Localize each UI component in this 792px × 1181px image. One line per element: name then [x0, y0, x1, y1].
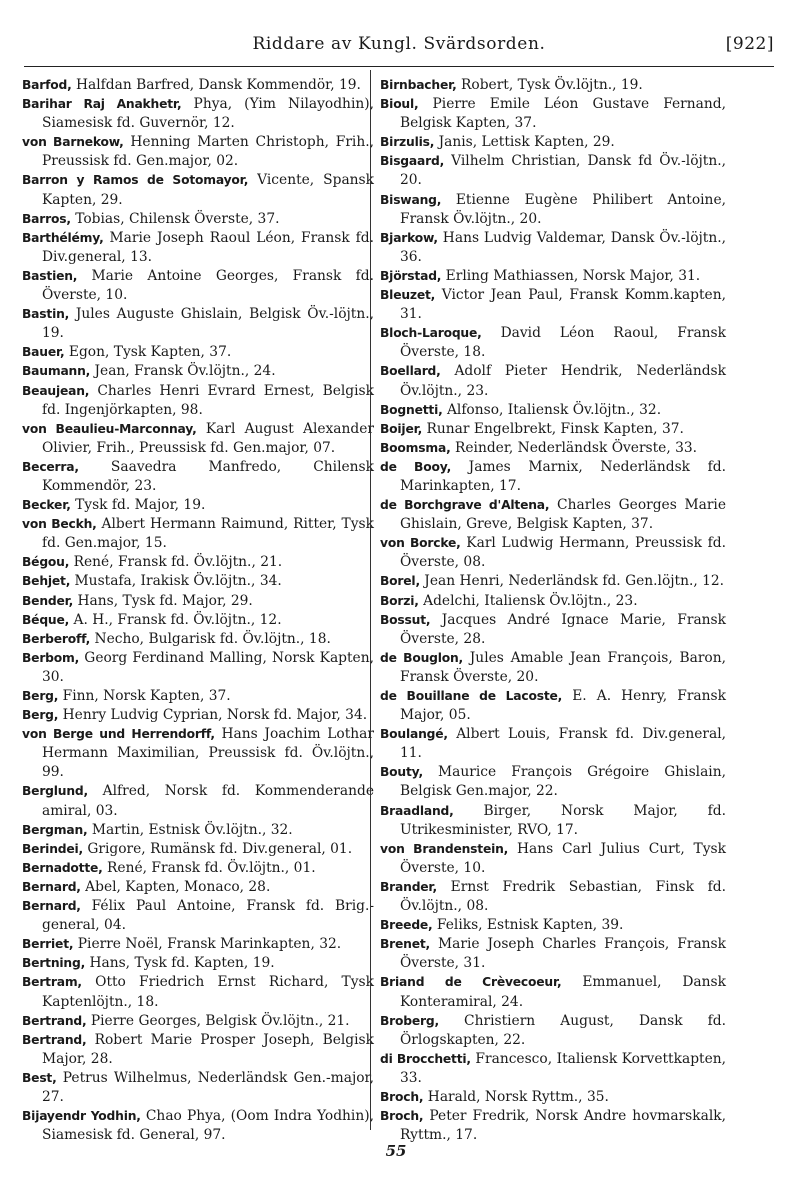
- entry-name: Best,: [22, 1070, 57, 1085]
- entry-details: Tobias, Chilensk Överste, 37.: [70, 210, 280, 227]
- entry-name: Berglund,: [22, 784, 88, 799]
- entry-name: Broch,: [380, 1089, 424, 1104]
- register-entry: [380, 1107, 726, 1145]
- entry-name: Bouty,: [380, 765, 423, 780]
- entry-name: Bernadotte,: [22, 860, 103, 875]
- entry-details: Robert Marie Prosper Joseph, Belgisk Major, 28.: [42, 1031, 374, 1067]
- entry-details: Pierre Georges, Belgisk Öv.löjtn., 21.: [86, 1012, 350, 1029]
- register-entry: [22, 878, 374, 897]
- entry-details: Alfonso, Italiensk Öv.löjtn., 32.: [442, 401, 662, 418]
- entry-details: Marie Antoine Georges, Fransk fd. Överste, 10.: [42, 267, 374, 304]
- entry-details: Charles Henri Evrard Ernest, Belgisk fd. Ingenjörkapten, 98.: [42, 382, 374, 418]
- entry-details: Jean Henri, Nederländsk fd. Gen.löjtn., 12.: [419, 573, 725, 590]
- page-reference: [922]: [725, 34, 774, 54]
- entry-name: Berriet,: [22, 937, 74, 952]
- page-number: 55: [385, 1142, 407, 1160]
- entry-name: Bauer,: [22, 345, 65, 360]
- register-entry: [380, 324, 726, 362]
- entry-name: von Beckh,: [22, 517, 97, 532]
- entry-details: Abel, Kapten, Monaco, 28.: [80, 878, 271, 895]
- entry-details: Hans Ludvig Valdemar, Dansk Öv.-löjtn., 36.: [400, 229, 726, 265]
- entry-details: Otto Friedrich Ernst Richard, Tysk Kaptenlöjtn., 18.: [42, 974, 374, 1010]
- entry-name: Borel,: [380, 574, 420, 589]
- entry-details: Halfdan Barfred, Dansk Kommendör, 19.: [71, 77, 361, 93]
- register-entry: [380, 592, 726, 611]
- register-entry: [380, 439, 726, 458]
- entry-details: Vilhelm Christian, Dansk fd Öv.-löjtn., 20.: [400, 153, 726, 189]
- register-entry: [22, 821, 374, 840]
- entry-name: Birnbacher,: [380, 78, 457, 92]
- entry-name: Bertning,: [22, 956, 86, 971]
- entry-details: Albert Louis, Fransk fd. Div.general, 11.: [400, 726, 726, 762]
- entry-details: René, Fransk fd. Öv.löjtn., 01.: [102, 859, 316, 876]
- page-title: Riddare av Kungl. Svärdsorden.: [252, 34, 546, 54]
- register-entry: [22, 362, 374, 381]
- register-entry: [22, 95, 374, 133]
- entry-name: Bergman,: [22, 822, 88, 837]
- entry-name: de Bouglon,: [380, 650, 464, 665]
- entry-details: Henry Ludvig Cyprian, Norsk fd. Major, 34.: [58, 707, 368, 724]
- register-entry: [380, 496, 726, 534]
- entry-name: von Beaulieu-Marconnay,: [22, 421, 197, 436]
- register-entry: [22, 343, 374, 362]
- register-entry: [380, 916, 726, 935]
- entry-name: Bertram,: [22, 975, 82, 990]
- entry-name: de Bouillane de Lacoste,: [380, 689, 563, 703]
- entry-details: Etienne Eugène Philibert Antoine, Fransk Öv.löjtn., 20.: [400, 191, 726, 227]
- entry-details: Peter Fredrik, Norsk Andre hovmarskalk, Ryttm., 17.: [400, 1108, 726, 1144]
- entry-details: Hans, Tysk fd. Major, 29.: [73, 592, 253, 609]
- register-entry: [380, 133, 726, 152]
- entry-details: Reinder, Nederländsk Överste, 33.: [450, 439, 698, 456]
- entry-name: Berindei,: [22, 841, 83, 856]
- register-entry: [22, 1107, 374, 1145]
- register-entry: [22, 954, 374, 973]
- register-entry: [22, 935, 374, 954]
- column-divider: [370, 70, 371, 1130]
- entry-name: Bertrand,: [22, 1032, 87, 1047]
- entry-details: Chao Phya, (Oom Indra Yodhin), Siamesisk fd. General, 97.: [42, 1108, 374, 1144]
- entry-details: Tysk fd. Major, 19.: [70, 497, 206, 514]
- register-entry: [22, 782, 374, 820]
- entry-name: Brenet,: [380, 937, 431, 952]
- entry-details: Phya, (Yim Nilayodhin), Siamesisk fd. Guvernör, 12.: [42, 96, 375, 132]
- entry-details: Saavedra Manfredo, Chilensk Kommendör, 23.: [42, 458, 374, 494]
- register-entry: [22, 267, 374, 305]
- register-entry: [22, 133, 374, 171]
- entry-name: Bernard,: [22, 879, 81, 894]
- entry-name: Boomsma,: [380, 440, 451, 455]
- entry-name: von Brandenstein,: [380, 841, 509, 856]
- entry-details: Pierre Emile Léon Gustave Fernand, Belgisk Kapten, 37.: [400, 96, 726, 132]
- entry-details: Necho, Bulgarisk fd. Öv.löjtn., 18.: [90, 630, 331, 647]
- entry-details: Marie Joseph Raoul Léon, Fransk fd. Div.general, 13.: [42, 229, 374, 265]
- register-entry: [380, 267, 726, 286]
- entry-name: Barihar Raj Anakhetr,: [22, 97, 182, 112]
- entry-name: Broberg,: [380, 1013, 439, 1028]
- register-entry: [380, 191, 726, 229]
- entry-name: Bastien,: [22, 268, 78, 283]
- register-entry: [380, 1050, 726, 1088]
- entry-details: Robert, Tysk Öv.löjtn., 19.: [456, 77, 643, 93]
- entry-details: Jacques André Ignace Marie, Fransk Överste, 28.: [400, 611, 726, 647]
- right-column: [380, 76, 726, 1145]
- register-entry: [22, 76, 374, 95]
- entry-name: Boellard,: [380, 364, 441, 379]
- entry-details: Jules Amable Jean François, Baron, Fransk Överste, 20.: [400, 649, 726, 685]
- register-entry: [22, 515, 374, 553]
- entry-details: Hans Carl Julius Curt, Tysk Överste, 10.: [400, 840, 726, 876]
- register-entry: [22, 1012, 374, 1031]
- entry-name: Breede,: [380, 918, 433, 933]
- register-entry: [380, 878, 726, 916]
- entry-name: de Borchgrave d'Altena,: [380, 498, 550, 513]
- entry-name: Bloch-Laroque,: [380, 326, 482, 341]
- entry-name: di Brocchetti,: [380, 1051, 471, 1066]
- entry-details: Finn, Norsk Kapten, 37.: [58, 688, 231, 704]
- register-entry: [380, 611, 726, 649]
- entry-name: Becerra,: [22, 459, 79, 474]
- entry-details: Karl August Alexander Olivier, Frih., Preussisk fd. Gen.major, 07.: [42, 420, 375, 456]
- entry-details: Emmanuel, Dansk Konteramiral, 24.: [400, 974, 726, 1010]
- entry-details: Marie Joseph Charles François, Fransk Överste, 31.: [400, 936, 726, 972]
- register-entry: [22, 382, 374, 420]
- register-entry: [22, 630, 374, 649]
- entry-name: Berg,: [22, 708, 59, 723]
- register-entry: [22, 897, 374, 935]
- entry-details: Christiern August, Dansk fd. Örlogskapten, 22.: [400, 1012, 726, 1048]
- register-entry: [380, 458, 726, 496]
- entry-name: Baumann,: [22, 364, 91, 379]
- entry-details: René, Fransk fd. Öv.löjtn., 21.: [69, 554, 283, 571]
- register-entry: [380, 95, 726, 133]
- entry-name: Beaujean,: [22, 383, 90, 398]
- register-entry: [22, 229, 374, 267]
- register-entry: [22, 649, 374, 687]
- entry-name: Briand de Crèvecoeur,: [380, 975, 562, 990]
- register-entry: [380, 572, 726, 591]
- register-entry: [380, 935, 726, 973]
- entry-name: Barfod,: [22, 78, 72, 92]
- register-entry: [22, 305, 374, 343]
- register-entry: [22, 725, 374, 782]
- entry-details: Ernst Fredrik Sebastian, Finsk fd. Öv.löjtn., 08.: [400, 878, 726, 915]
- entry-name: Berberoff,: [22, 631, 91, 646]
- register-entry: [22, 706, 374, 725]
- entry-name: de Booy,: [380, 459, 452, 474]
- entry-name: Boijer,: [380, 421, 423, 436]
- register-entry: [22, 1031, 374, 1069]
- entry-details: Janis, Lettisk Kapten, 29.: [434, 134, 615, 151]
- entry-name: Berbom,: [22, 650, 80, 665]
- entry-details: E. A. Henry, Fransk Major, 05.: [400, 688, 726, 724]
- entry-details: Georg Ferdinand Malling, Norsk Kapten, 30.: [42, 649, 374, 685]
- entry-name: Becker,: [22, 498, 71, 513]
- entry-name: Behjet,: [22, 574, 71, 589]
- register-entry: [380, 687, 726, 725]
- entry-details: Jules Auguste Ghislain, Belgisk Öv.-löjtn., 19.: [42, 306, 374, 342]
- register-entry: [22, 420, 374, 458]
- register-entry: [22, 592, 374, 611]
- register-entry: [380, 229, 726, 267]
- entry-name: Béque,: [22, 612, 70, 627]
- page-header: [24, 34, 774, 60]
- entry-details: Grigore, Rumänsk fd. Div.general, 01.: [82, 840, 353, 857]
- register-entry: [380, 1088, 726, 1107]
- entry-name: Bleuzet,: [380, 288, 436, 303]
- entry-details: Karl Ludwig Hermann, Preussisk fd. Överste, 08.: [400, 535, 726, 571]
- register-entry: [22, 496, 374, 515]
- register-entry: [380, 802, 726, 840]
- entry-details: Egon, Tysk Kapten, 37.: [64, 344, 232, 361]
- entry-name: Bognetti,: [380, 402, 443, 417]
- entry-name: Björstad,: [380, 268, 442, 283]
- entry-name: Bastin,: [22, 307, 70, 322]
- entry-name: Boulangé,: [380, 727, 448, 742]
- header-rule: [24, 66, 774, 67]
- entry-name: Bernard,: [22, 899, 81, 914]
- entry-name: von Berge und Herrendorff,: [22, 727, 215, 742]
- register-entry: [22, 859, 374, 878]
- register-entry: [22, 458, 374, 496]
- register-entry: [22, 973, 374, 1011]
- entry-details: Adelchi, Italiensk Öv.löjtn., 23.: [418, 592, 638, 609]
- entry-details: Félix Paul Antoine, Fransk fd. Brig.-general, 04.: [42, 898, 374, 934]
- register-entry: [380, 1012, 726, 1050]
- register-entry: [22, 553, 374, 572]
- entry-name: Borzi,: [380, 593, 419, 608]
- entry-name: Bjarkow,: [380, 230, 438, 245]
- register-entry: [380, 401, 726, 420]
- entry-details: Maurice François Grégoire Ghislain, Belgisk Gen.major, 22.: [400, 764, 726, 800]
- entry-details: Harald, Norsk Ryttm., 35.: [423, 1088, 609, 1105]
- entry-name: Barros,: [22, 211, 71, 226]
- entry-name: Bender,: [22, 593, 74, 608]
- entry-details: Jean, Fransk Öv.löjtn., 24.: [90, 363, 276, 380]
- entry-details: Alfred, Norsk fd. Kommenderande amiral, 03.: [42, 783, 374, 819]
- entry-details: Feliks, Estnisk Kapten, 39.: [432, 917, 624, 934]
- entry-details: Mustafa, Irakisk Öv.löjtn., 34.: [70, 573, 282, 590]
- entry-details: Francesco, Italiensk Korvettkapten, 33.: [400, 1050, 727, 1086]
- entry-name: Berg,: [22, 689, 59, 703]
- entry-details: Albert Hermann Raimund, Ritter, Tysk fd. Gen.major, 15.: [42, 516, 374, 552]
- entry-details: A. H., Fransk fd. Öv.löjtn., 12.: [69, 611, 282, 628]
- register-entry: [22, 611, 374, 630]
- entry-name: Bossut,: [380, 612, 431, 627]
- register-entry: [22, 1069, 374, 1107]
- entry-details: Hans, Tysk fd. Kapten, 19.: [85, 955, 275, 972]
- entry-details: Runar Engelbrekt, Finsk Kapten, 37.: [422, 420, 684, 437]
- entry-name: Bégou,: [22, 555, 70, 570]
- entry-name: Barthélémy,: [22, 230, 104, 245]
- entry-details: David Léon Raoul, Fransk Överste, 18.: [400, 325, 726, 361]
- register-entry: [22, 687, 374, 706]
- register-entry: [22, 840, 374, 859]
- register-entry: [380, 152, 726, 190]
- entry-details: James Marnix, Nederländsk fd. Marinkapten, 17.: [400, 458, 726, 494]
- entry-name: Broch,: [380, 1109, 424, 1124]
- entry-name: Bisgaard,: [380, 154, 445, 169]
- entry-details: Adolf Pieter Hendrik, Nederländsk Öv.löjtn., 23.: [400, 363, 726, 399]
- register-entry: [22, 171, 374, 209]
- register-entry: [380, 76, 726, 95]
- entry-name: Bijayendr Yodhin,: [22, 1109, 141, 1124]
- register-entry: [22, 572, 374, 591]
- register-entry: [380, 286, 726, 324]
- entry-name: Birzulis,: [380, 135, 435, 150]
- entry-name: Biswang,: [380, 192, 442, 207]
- register-entry: [380, 725, 726, 763]
- entry-details: Birger, Norsk Major, fd. Utrikesminister, RVO, 17.: [400, 802, 726, 838]
- register-entry: [380, 763, 726, 801]
- register-entry: [380, 534, 726, 572]
- entry-name: Barron y Ramos de Sotomayor,: [22, 173, 249, 188]
- register-entry: [380, 973, 726, 1011]
- entry-details: Henning Marten Christoph, Frih., Preussisk fd. Gen.major, 02.: [42, 134, 374, 170]
- entry-name: Bertrand,: [22, 1013, 87, 1028]
- entry-details: Petrus Wilhelmus, Nederländsk Gen.-major, 27.: [42, 1069, 374, 1105]
- register-entry: [380, 362, 726, 400]
- entry-details: Vicente, Spansk Kapten, 29.: [42, 172, 374, 208]
- register-entry: [380, 840, 726, 878]
- entry-name: Braadland,: [380, 803, 454, 818]
- entry-name: von Barnekow,: [22, 135, 124, 150]
- entry-name: von Borcke,: [380, 536, 461, 551]
- register-entry: [22, 210, 374, 229]
- entry-details: Pierre Noël, Fransk Marinkapten, 32.: [73, 936, 342, 953]
- entry-name: Bioul,: [380, 97, 419, 112]
- entry-details: Victor Jean Paul, Fransk Komm.kapten, 31.: [400, 287, 726, 323]
- register-entry: [380, 649, 726, 687]
- entry-details: Hans Joachim Lothar Hermann Maximilian, Preussisk fd. Öv.löjtn., 99.: [42, 726, 374, 781]
- entry-name: Brander,: [380, 879, 437, 894]
- entry-details: Martin, Estnisk Öv.löjtn., 32.: [87, 821, 293, 838]
- entry-details: Charles Georges Marie Ghislain, Greve, Belgisk Kapten, 37.: [400, 497, 726, 533]
- register-entry: [380, 420, 726, 439]
- left-column: [22, 76, 374, 1145]
- entry-details: Erling Mathiassen, Norsk Major, 31.: [441, 267, 701, 284]
